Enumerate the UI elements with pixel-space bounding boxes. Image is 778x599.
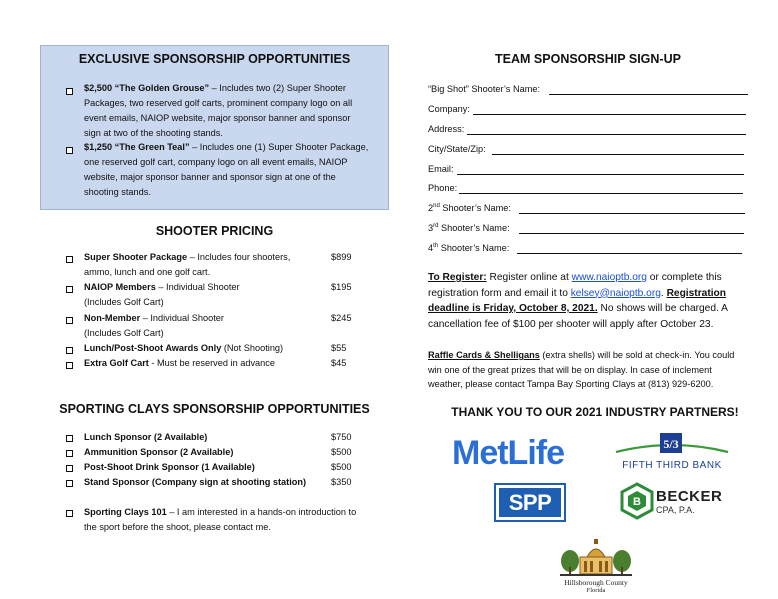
clays-101-desc: – I am interested in a hands-on introduction to — [166, 507, 357, 517]
register-text-5: No shows will be charged. A — [597, 303, 728, 314]
raffle-paragraph — [428, 348, 768, 392]
deadline-label-2: deadline is Friday, October 8, 2021. — [428, 303, 598, 314]
lunch-only-name: Lunch/Post-Shoot Awards Only — [84, 343, 222, 353]
lunch-only-price: $55 — [331, 343, 347, 353]
golden-grouse-desc-1: – Includes two (2) Super Shooter — [209, 83, 346, 93]
svg-text:5/3: 5/3 — [663, 437, 679, 451]
naiop-members-price: $195 — [331, 282, 352, 292]
hillsborough-logo — [556, 537, 636, 597]
non-member-desc: – Individual Shooter — [140, 313, 224, 323]
address-label: Address: — [428, 124, 465, 134]
lunch-sponsor-item — [84, 430, 207, 445]
super-shooter-line2: ammo, lunch and one golf cart. — [84, 267, 211, 277]
deadline-label-1: Registration — [666, 287, 726, 299]
ammunition-sponsor-name: Ammunition Sponsor (2 Available) — [84, 447, 234, 457]
extra-golf-cart-price: $45 — [331, 358, 347, 368]
fifth-third-emblem-icon — [612, 430, 732, 460]
golden-grouse-item — [84, 81, 384, 141]
green-teal-item — [84, 140, 384, 200]
green-teal-checkbox[interactable] — [66, 147, 73, 154]
register-text-6: cancellation fee of $100 per shooter will apply after October 23. — [428, 318, 714, 330]
naiop-members-line2: (Includes Golf Cart) — [84, 297, 164, 307]
register-text-3: registration form and email it to — [428, 287, 571, 299]
green-teal-desc-2: one reserved golf cart, company logo on all event emails, NAIOP — [84, 157, 348, 167]
naiop-website-link[interactable]: www.naioptb.org — [571, 272, 647, 283]
big-shot-name-label: “Big Shot” Shooter’s Name: — [428, 84, 541, 94]
company-field[interactable] — [428, 103, 748, 116]
super-shooter-item — [84, 250, 324, 280]
spp-wordmark: SPP — [508, 489, 552, 515]
naiop-members-name: NAIOP Members — [84, 282, 156, 292]
raffle-label: Raffle Cards & Shelligans — [428, 350, 540, 360]
lunch-sponsor-price: $750 — [331, 432, 352, 442]
ammunition-sponsor-item — [84, 445, 233, 460]
email-label: Email: — [428, 164, 454, 174]
non-member-price: $245 — [331, 313, 352, 323]
green-teal-name: $1,250 “The Green Teal” — [84, 142, 190, 152]
address-field[interactable] — [428, 123, 748, 136]
lunch-sponsor-name: Lunch Sponsor (2 Available) — [84, 432, 208, 442]
golden-grouse-name: $2,500 “The Golden Grouse” — [84, 83, 210, 93]
hillsborough-name: Hillsborough County — [564, 578, 628, 587]
register-text-1: Register online at — [486, 272, 572, 283]
extra-golf-cart-checkbox[interactable] — [66, 362, 73, 369]
register-text-4: . — [660, 287, 667, 299]
phone-label: Phone: — [428, 183, 458, 193]
fourth-shooter-label: 4th Shooter’s Name: — [428, 242, 510, 253]
clays-101-line2: the sport before the shoot, please contact me. — [84, 522, 271, 532]
golden-grouse-checkbox[interactable] — [66, 88, 73, 95]
lunch-only-desc: (Not Shooting) — [221, 343, 284, 353]
exclusive-sponsorship-title: EXCLUSIVE SPONSORSHIP OPPORTUNITIES — [78, 52, 351, 66]
second-shooter-field[interactable] — [428, 202, 748, 215]
clays-101-name: Sporting Clays 101 — [84, 507, 167, 517]
stand-sponsor-item — [84, 475, 306, 490]
naiop-members-desc: – Individual Shooter — [155, 282, 240, 292]
naiop-members-item — [84, 280, 324, 310]
city-state-zip-field[interactable] — [428, 143, 748, 156]
super-shooter-price: $899 — [331, 252, 352, 262]
non-member-item — [84, 311, 324, 341]
lunch-only-checkbox[interactable] — [66, 347, 73, 354]
naiop-members-checkbox[interactable] — [66, 286, 73, 293]
email-field[interactable] — [428, 163, 748, 176]
metlife-wordmark: MetLife — [452, 434, 564, 472]
company-label: Company: — [428, 104, 470, 114]
drink-sponsor-name: Post-Shoot Drink Sponsor (1 Available) — [84, 462, 255, 472]
non-member-name: Non-Member — [84, 313, 141, 323]
becker-hexagon-icon — [620, 482, 654, 520]
golden-grouse-desc-2: Packages, two reserved golf carts, prominent company logo on all — [84, 98, 353, 108]
spp-logo — [494, 483, 566, 522]
big-shot-name-field[interactable] — [428, 83, 748, 96]
non-member-line2: (Includes Golf Cart) — [84, 328, 164, 338]
fourth-shooter-field[interactable] — [428, 242, 748, 255]
city-state-zip-label: City/State/Zip: — [428, 144, 486, 154]
golden-grouse-desc-3: event emails, NAIOP website, major sponsor banner and sponsor — [84, 113, 351, 123]
team-signup-title: TEAM SPONSORSHIP SIGN-UP — [495, 52, 681, 66]
phone-field[interactable] — [428, 182, 748, 195]
third-shooter-label: 3rd Shooter’s Name: — [428, 222, 510, 233]
non-member-checkbox[interactable] — [66, 317, 73, 324]
hillsborough-state: Florida — [586, 587, 606, 594]
kelsey-email-link[interactable]: kelsey@naioptb.org — [570, 287, 661, 299]
shooter-pricing-title: SHOOTER PRICING — [155, 224, 274, 238]
becker-logo — [620, 482, 735, 522]
hillsborough-building-icon — [556, 537, 636, 577]
drink-sponsor-checkbox[interactable] — [66, 465, 73, 472]
clays-101-item — [84, 505, 394, 535]
metlife-logo — [452, 432, 597, 474]
super-shooter-checkbox[interactable] — [66, 256, 73, 263]
raffle-line-3: weather, please contact Tampa Bay Sporting Clays at (813) 929-6200. — [428, 379, 714, 389]
fifth-third-wordmark: FIFTH THIRD BANK — [622, 460, 722, 471]
drink-sponsor-price: $500 — [331, 462, 352, 472]
lunch-only-item — [84, 341, 324, 356]
fifth-third-logo — [612, 430, 732, 472]
becker-wordmark: BECKER — [656, 488, 723, 505]
stand-sponsor-name: Stand Sponsor (Company sign at shooting station) — [84, 477, 307, 487]
partners-title: THANK YOU TO OUR 2021 INDUSTRY PARTNERS! — [451, 405, 739, 419]
svg-text:B: B — [633, 496, 641, 508]
becker-subtitle: CPA, P.A. — [656, 505, 695, 515]
super-shooter-name: Super Shooter Package — [84, 252, 188, 262]
green-teal-desc-3: website, major sponsor banner and sponsor sign at one of the — [84, 172, 336, 182]
register-paragraph — [428, 270, 758, 332]
lunch-sponsor-checkbox[interactable] — [66, 435, 73, 442]
golden-grouse-desc-4: sign at two of the shooting stands. — [84, 128, 223, 138]
second-shooter-label: 2nd Shooter’s Name: — [428, 202, 511, 213]
third-shooter-field[interactable] — [428, 222, 748, 235]
super-shooter-desc: – Includes four shooters, — [187, 252, 291, 262]
drink-sponsor-item — [84, 460, 255, 475]
to-register-label: To Register: — [428, 272, 487, 283]
extra-golf-cart-name: Extra Golf Cart — [84, 358, 149, 368]
clays-101-checkbox[interactable] — [66, 510, 73, 517]
extra-golf-cart-item — [84, 356, 324, 371]
ammunition-sponsor-checkbox[interactable] — [66, 450, 73, 457]
raffle-line-2: win one of the great prizes that will be on display. In case of inclement — [428, 364, 712, 375]
stand-sponsor-checkbox[interactable] — [66, 480, 73, 487]
register-text-2: or complete this — [646, 272, 722, 283]
raffle-line-1: (extra shells) will be sold at check-in. You could — [539, 350, 735, 360]
green-teal-desc-4: shooting stands. — [84, 187, 151, 197]
green-teal-desc-1: – Includes one (1) Super Shooter Package, — [189, 142, 369, 152]
ammunition-sponsor-price: $500 — [331, 447, 352, 457]
extra-golf-cart-desc: - Must be reserved in advance — [148, 358, 275, 368]
stand-sponsor-price: $350 — [331, 477, 352, 487]
sporting-clays-title: SPORTING CLAYS SPONSORSHIP OPPORTUNITIES — [59, 402, 370, 416]
